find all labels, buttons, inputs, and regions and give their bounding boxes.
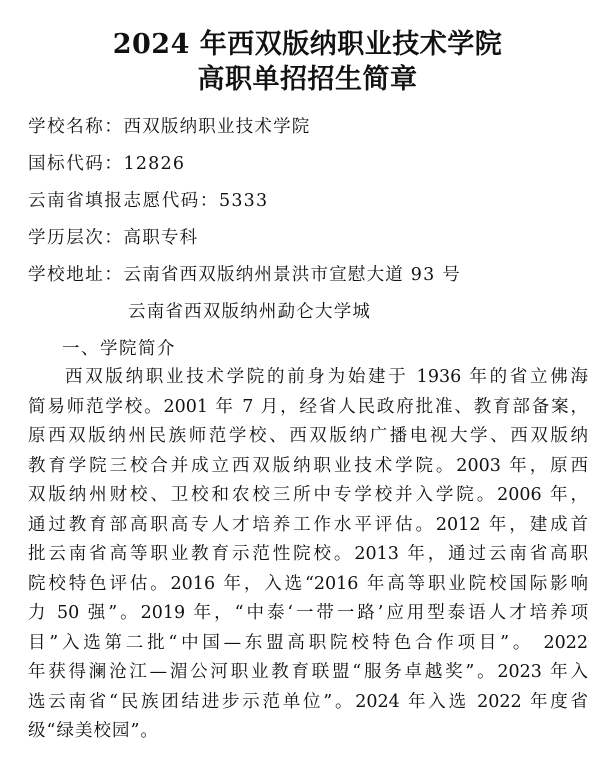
- paragraph-line: 年获得澜沧江—湄公河职业教育联盟“服务卓越奖”。2023 年入: [28, 662, 588, 682]
- document-title-line-1: 2024 年西双版纳职业技术学院: [112, 29, 503, 60]
- national-code-row: [28, 152, 185, 176]
- school-address-value-2: 云南省西双版纳州勐仑大学城: [128, 302, 372, 322]
- paragraph-line: 双版纳州财校、卫校和农校三所中专学校并入学院。2006 年，: [28, 485, 588, 505]
- school-address-row: [28, 263, 461, 287]
- province-code-value: 5333: [219, 191, 269, 211]
- paragraph-line: 院校特色评估。2016 年，入选“2016 年高等职业院校国际影响: [28, 573, 588, 594]
- national-code-value: 12826: [123, 154, 186, 174]
- school-address-value-1: 云南省西双版纳州景洪市宣慰大道 93 号: [123, 265, 461, 285]
- paragraph-line: 教育学院三校合并成立西双版纳职业技术学院。2003 年，原西: [28, 455, 588, 476]
- paragraph-line: 级“绿美校园”。: [28, 721, 159, 741]
- introduction-paragraph: [28, 363, 588, 747]
- education-level-row: [28, 226, 198, 250]
- paragraph-line: 批云南省高等职业教育示范性院校。2013 年，通过云南省高职: [28, 544, 588, 564]
- province-code-row: [28, 189, 268, 213]
- paragraph-line: 西双版纳职业技术学院的前身为始建于 1936 年的省立佛海: [65, 367, 588, 387]
- province-code-label: 云南省填报志愿代码：: [28, 191, 219, 211]
- education-level-value: 高职专科: [123, 228, 199, 248]
- paragraph-line: 目”入选第二批“中国—东盟高职院校特色合作项目”。 2022: [28, 632, 588, 653]
- document-title-line-2: 高职单招招生简章: [197, 64, 418, 95]
- paragraph-line: 力 50 强”。2019 年，“中泰‘一带一路’应用型泰语人才培养项: [28, 603, 588, 623]
- school-name-row: [28, 115, 311, 139]
- school-name-value: 西双版纳职业技术学院: [123, 117, 311, 137]
- national-code-label: 国标代码：: [28, 154, 124, 174]
- paragraph-line: 选云南省“民族团结进步示范单位”。2024 年入选 2022 年度省: [28, 691, 588, 712]
- school-name-label: 学校名称：: [28, 117, 124, 137]
- paragraph-line: 简易师范学校。2001 年 7 月，经省人民政府批准、教育部备案，: [28, 396, 588, 417]
- education-level-label: 学历层次：: [28, 228, 124, 248]
- section-heading-introduction: 一、学院简介: [62, 339, 176, 359]
- school-address-label: 学校地址：: [28, 265, 124, 285]
- paragraph-line: 通过教育部高职高专人才培养工作水平评估。2012 年，建成首: [28, 514, 588, 535]
- school-address-row-2: [128, 300, 371, 324]
- paragraph-line: 原西双版纳州民族师范学校、西双版纳广播电视大学、西双版纳: [28, 426, 588, 446]
